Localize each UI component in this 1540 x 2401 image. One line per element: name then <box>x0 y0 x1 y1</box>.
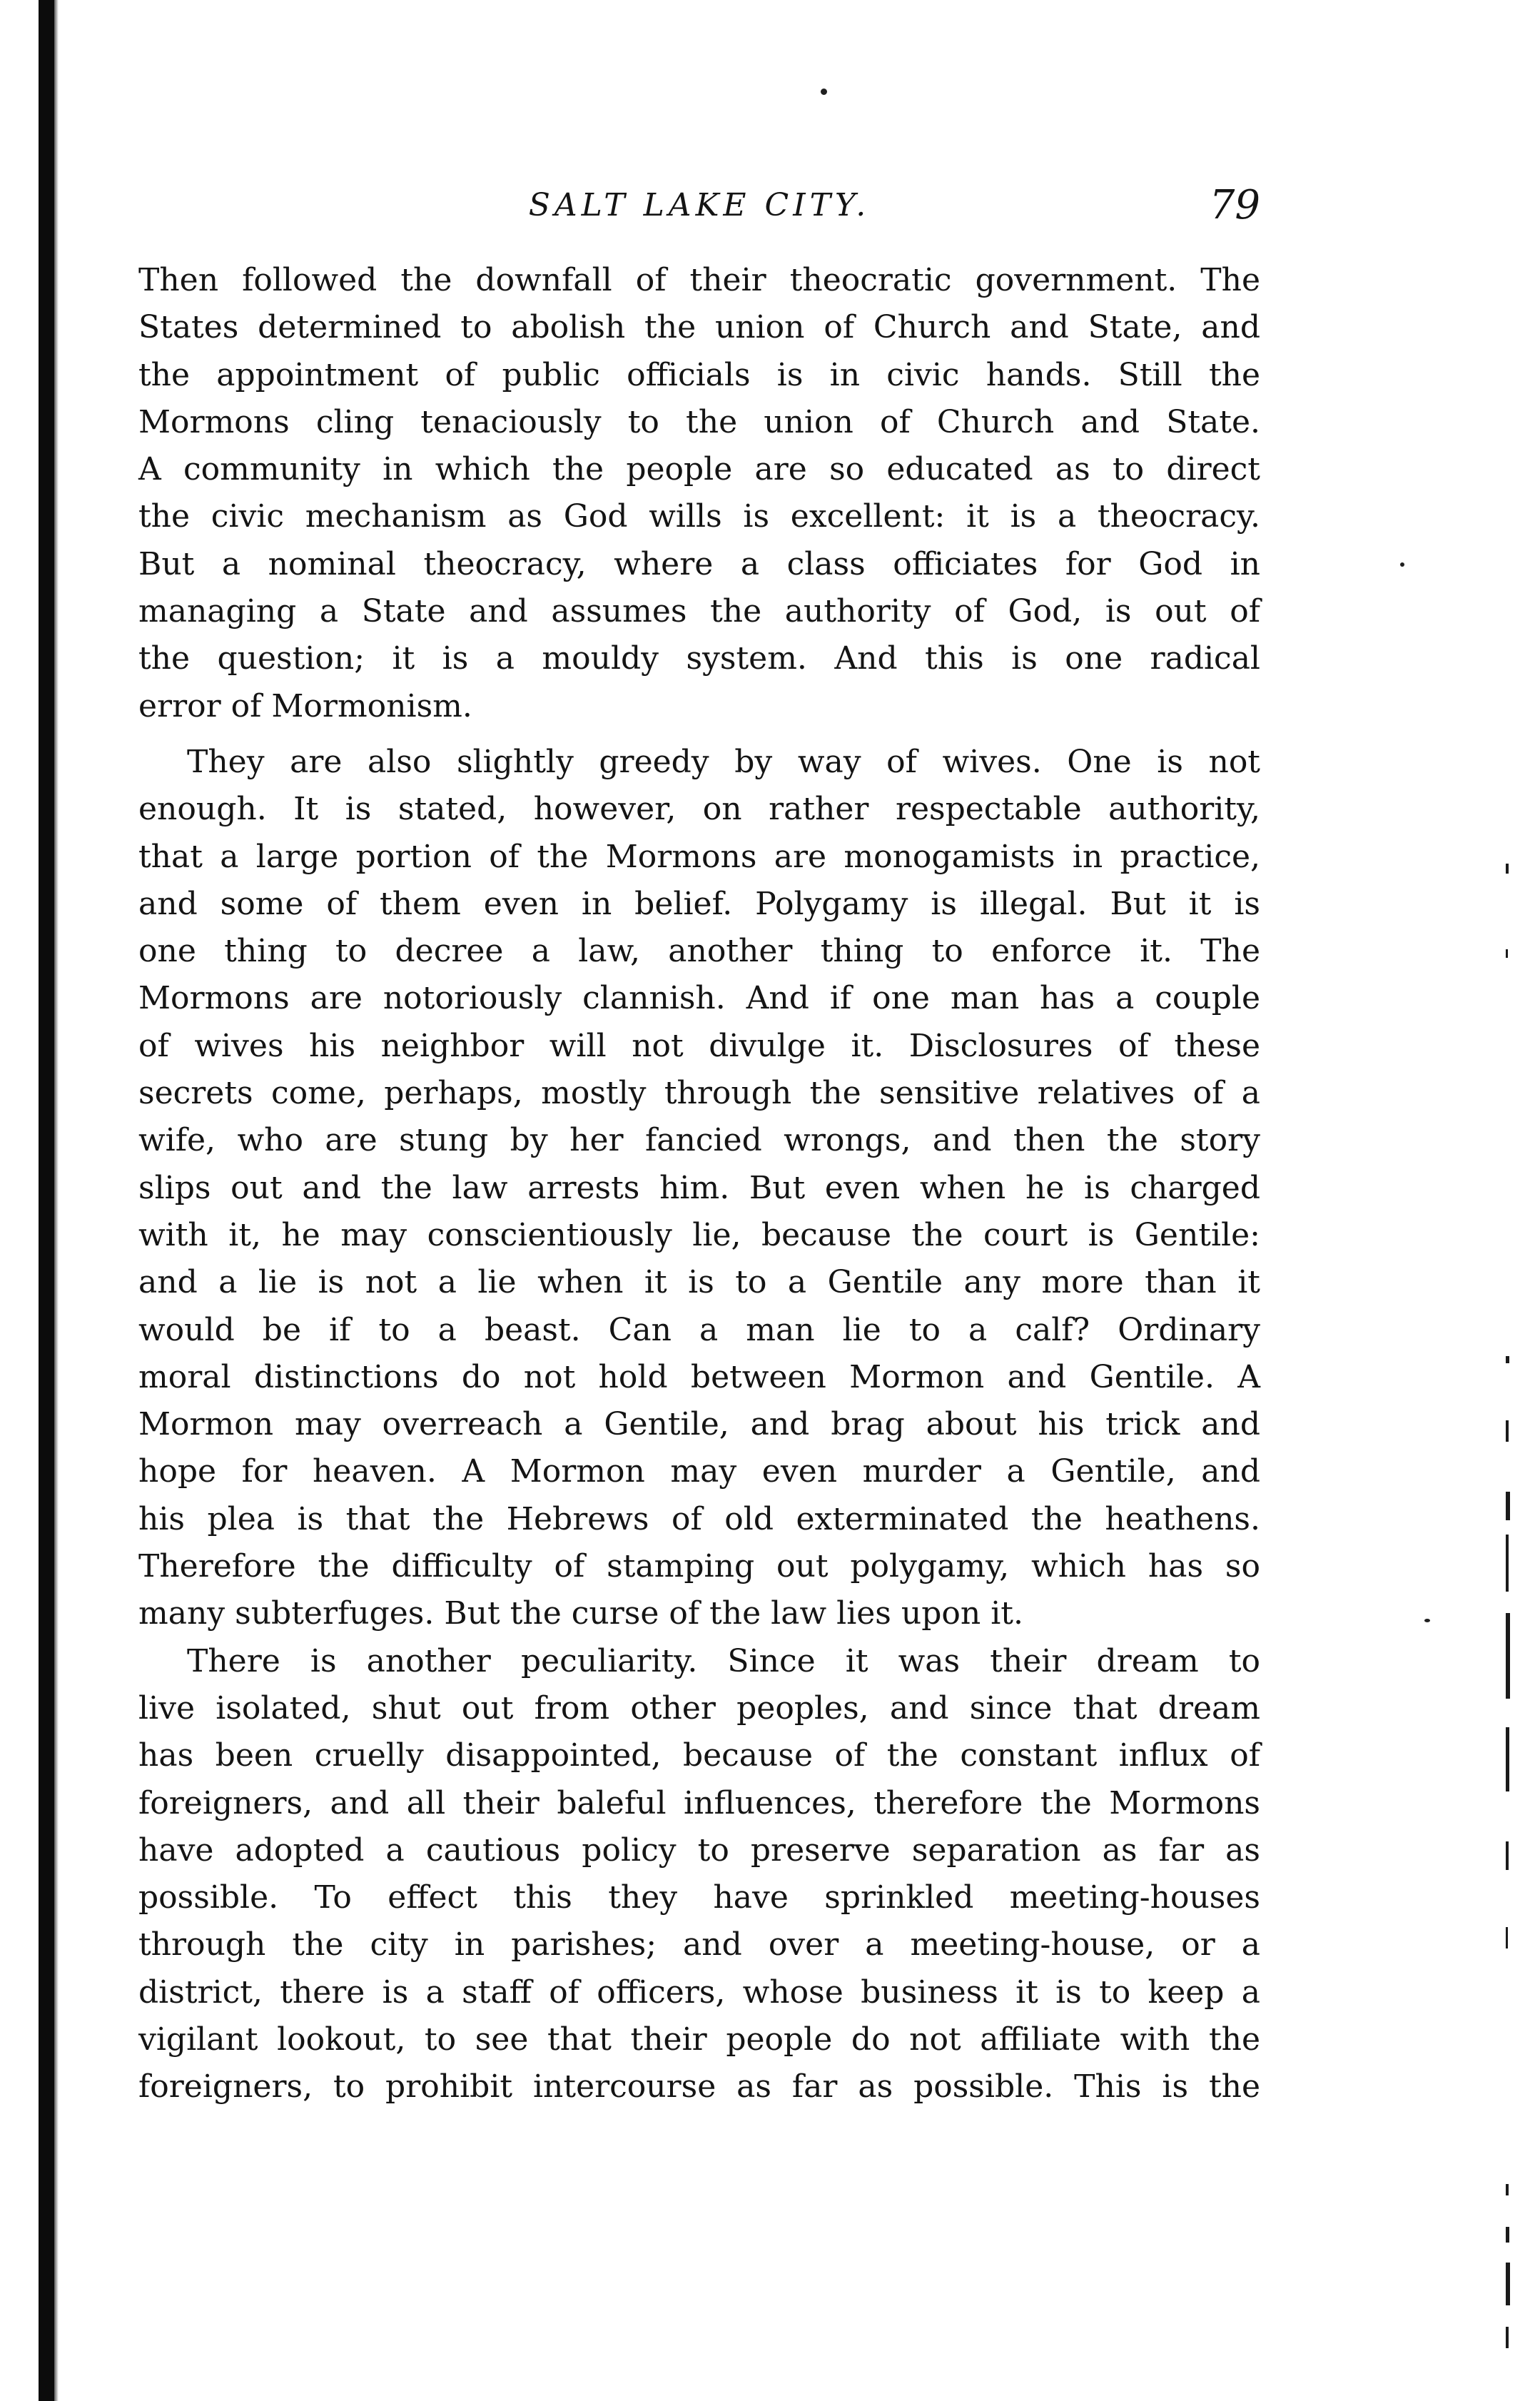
text-line: would be if to a beast. Can a man lie to a calf? Ordinary <box>138 1311 1260 1348</box>
text-line: of wives his neighbor will not divulge it. Disclosures of these <box>138 1027 1260 1064</box>
text-line: has been cruelly disappointed, because of the constant influx of <box>138 1737 1260 1774</box>
paragraph <box>138 1638 1260 2111</box>
margin-bleed-mark <box>1506 864 1509 874</box>
text-line: the question; it is a mouldy system. And this is one radical <box>138 640 1260 677</box>
text-line: and some of them even in belief. Polygamy is illegal. But it is <box>138 885 1260 922</box>
text-line: Mormons are notoriously clannish. And if one man has a couple <box>138 980 1260 1017</box>
text-line: managing a State and assumes the authority of God, is out of <box>138 593 1260 630</box>
ink-speck <box>1400 562 1404 567</box>
margin-bleed-mark <box>1506 1727 1509 1791</box>
running-head <box>138 177 1260 234</box>
text-line: with it, he may conscientiously lie, because the court is Gentile: <box>138 1216 1260 1253</box>
text-line: Therefore the difficulty of stamping out polygamy, which has so <box>138 1548 1260 1585</box>
margin-bleed-mark <box>1506 1356 1509 1363</box>
text-line: live isolated, shut out from other peoples, and since that dream <box>138 1689 1260 1727</box>
page-number: 79 <box>1209 182 1260 228</box>
margin-bleed-mark <box>1506 1535 1509 1592</box>
text-line: Mormons cling tenaciously to the union of Church and State. <box>138 403 1260 440</box>
margin-bleed-mark <box>1506 2263 1510 2305</box>
text-line: vigilant lookout, to see that their people do not affiliate with the <box>138 2021 1260 2058</box>
text-line: They are also slightly greedy by way of wives. One is not <box>187 743 1260 780</box>
running-head-title: SALT LAKE CITY. <box>528 187 871 223</box>
spine-edge-gradient <box>54 0 59 2401</box>
text-line: moral distinctions do not hold between Mormon and Gentile. A <box>138 1358 1260 1395</box>
text-line: foreigners, and all their baleful influences, therefore the Mormons <box>138 1784 1260 1821</box>
body-text <box>138 257 1260 2111</box>
text-line: have adopted a cautious policy to preserve separation as far as <box>138 1831 1260 1869</box>
text-line: A community in which the people are so educated as to direct <box>138 451 1260 488</box>
text-line: enough. It is stated, however, on rather respectable authority, <box>138 791 1260 828</box>
margin-bleed-mark <box>1506 1492 1510 1520</box>
text-line: wife, who are stung by her fancied wrongs, and then the story <box>138 1122 1260 1159</box>
text-line: possible. To effect this they have sprinkled meeting-houses <box>138 1879 1260 1916</box>
margin-bleed-mark <box>1506 1927 1508 1948</box>
text-line: one thing to decree a law, another thing to enforce it. The <box>138 933 1260 970</box>
margin-bleed-mark <box>1506 2227 1509 2243</box>
ink-speck <box>821 89 827 95</box>
text-line: many subterfuges. But the curse of the law lies upon it. <box>138 1595 1023 1632</box>
margin-bleed-mark <box>1506 2327 1509 2348</box>
text-line: Then followed the downfall of their theocratic government. The <box>138 262 1260 298</box>
text-line: slips out and the law arrests him. But even when he is charged <box>138 1169 1260 1206</box>
text-line: hope for heaven. A Mormon may even murder a Gentile, and <box>138 1453 1260 1490</box>
text-line: the civic mechanism as God wills is excellent: it is a theocracy. <box>138 498 1260 535</box>
text-line: States determined to abolish the union of Church and State, and <box>138 309 1260 346</box>
ink-speck <box>1424 1619 1430 1622</box>
margin-bleed-mark <box>1506 1841 1509 1870</box>
margin-bleed-mark <box>1506 949 1508 958</box>
text-line: through the city in parishes; and over a meeting-house, or a <box>138 1926 1260 1963</box>
margin-bleed-mark <box>1506 2184 1509 2195</box>
text-line: the appointment of public officials is in civic hands. Still the <box>138 356 1260 393</box>
text-line: There is another peculiarity. Since it was their dream to <box>187 1642 1260 1679</box>
book-spine-shadow <box>39 0 54 2401</box>
text-line: and a lie is not a lie when it is to a Gentile any more than it <box>138 1264 1260 1301</box>
text-line: district, there is a staff of officers, whose business it is to keep a <box>138 1973 1260 2011</box>
text-line: But a nominal theocracy, where a class officiates for God in <box>138 545 1260 582</box>
text-line: that a large portion of the Mormons are monogamists in practice, <box>138 838 1260 875</box>
text-line: error of Mormonism. <box>138 687 472 724</box>
text-line: foreigners, to prohibit intercourse as far as possible. This is the <box>138 2068 1260 2106</box>
text-line: Mormon may overreach a Gentile, and brag about his trick and <box>138 1406 1260 1443</box>
paragraph <box>138 739 1260 1638</box>
margin-bleed-mark <box>1506 1613 1510 1699</box>
paragraph <box>138 257 1260 730</box>
text-line: his plea is that the Hebrews of old exterminated the heathens. <box>138 1500 1260 1537</box>
margin-bleed-mark <box>1506 1420 1509 1442</box>
text-line: secrets come, perhaps, mostly through the sensitive relatives of a <box>138 1075 1260 1112</box>
